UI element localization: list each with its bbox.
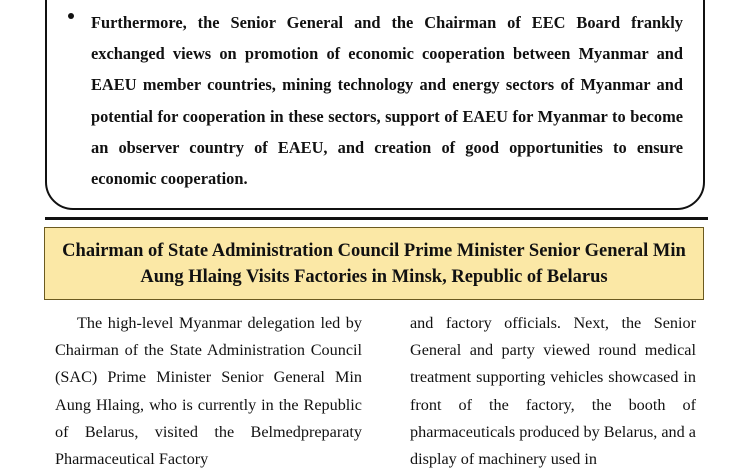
article-headline: Chairman of State Administration Council Prime Minister Senior General Min Aung Hlaing Visits Factories in Minsk, Republic of Belarus xyxy=(62,240,686,287)
summary-bullet-text: Furthermore, the Senior General and the Chairman of EEC Board frankly exchanged views on promotion of economic cooperation between Myanmar and EAEU member countries, mining technology and energy sectors of Myanmar and potential for cooperation in these sectors, support of EAEU for Myanmar to become an observer country of EAEU, and creation of good opportunities to ensure economic cooperation. xyxy=(91,13,683,189)
article-column-left: The high-level Myanmar delegation led by Chairman of the State Administration Council (SAC) Prime Minister Senior General Min Aung Hlaing, who is currently in the Republic of Belarus, visited the Belmedpreparaty Pharmaceutical Factory xyxy=(55,314,362,469)
section-divider xyxy=(45,217,708,220)
headline-banner xyxy=(44,227,704,300)
article-column-right: and factory officials. Next, the Senior General and party viewed round medical treatment supporting vehicles showcased in front of the factory, the booth of pharmaceuticals produced by Belarus, and a display of machinery used in xyxy=(410,314,696,469)
bullet-icon xyxy=(68,13,74,19)
